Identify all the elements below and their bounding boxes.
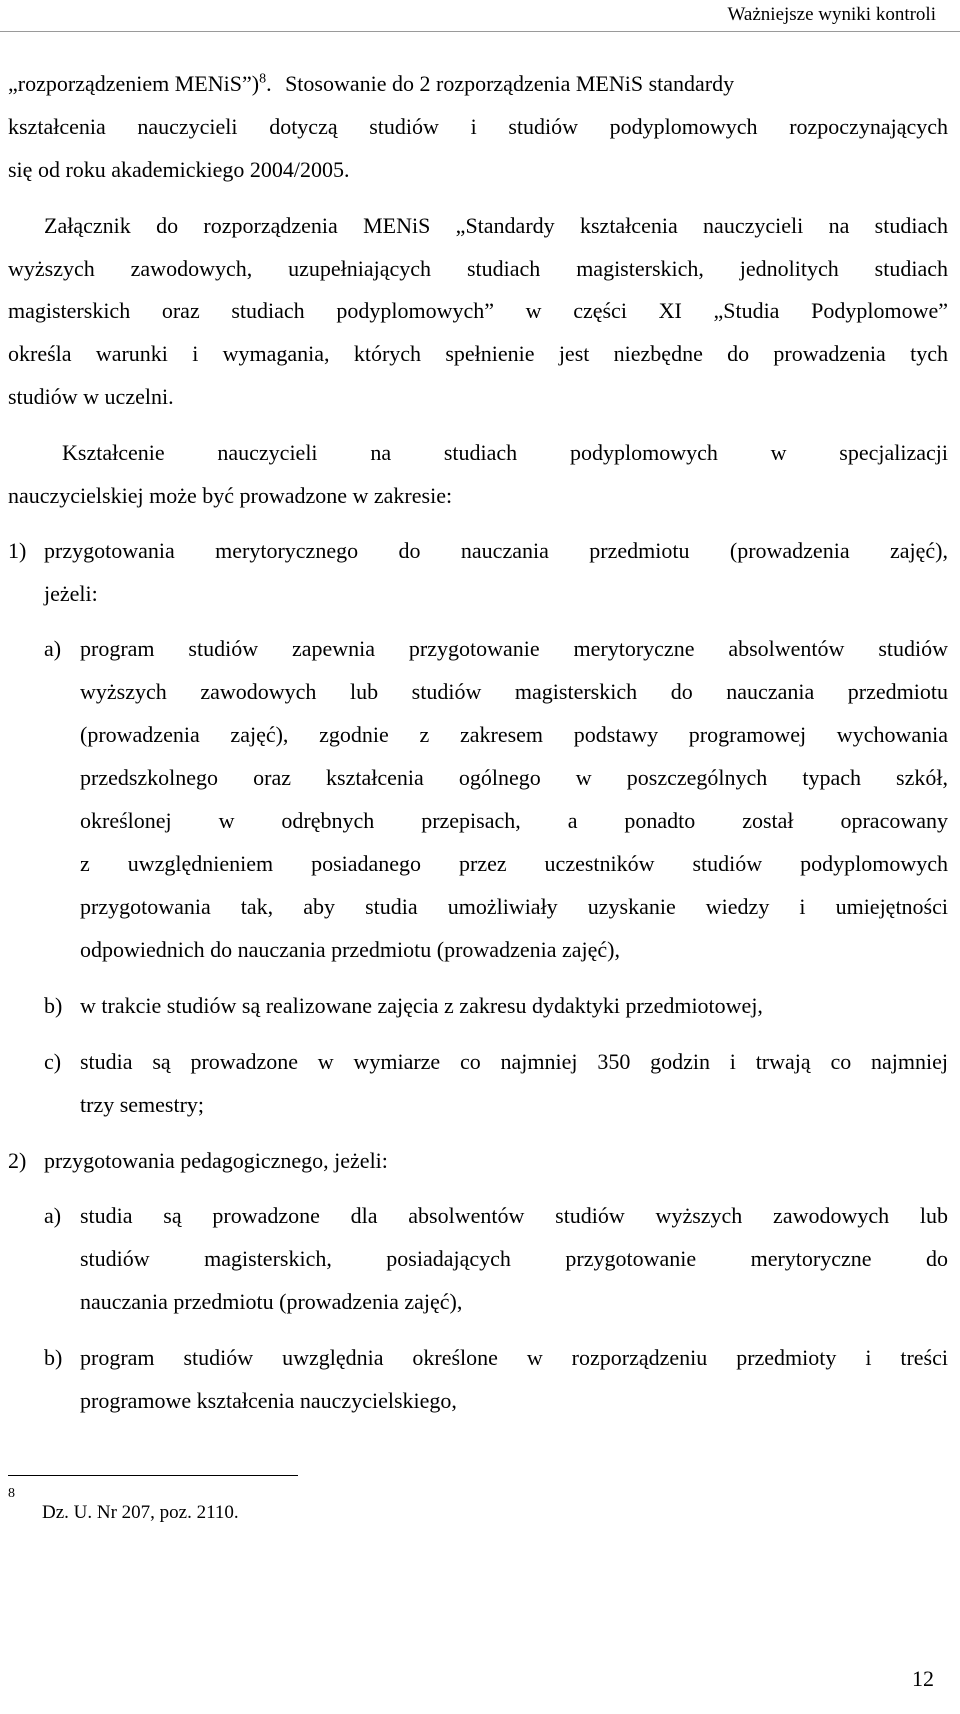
header-divider (0, 31, 960, 32)
footnote-marker: 8 (259, 71, 267, 87)
list-item-1a-line-7: przygotowania tak, aby studia umożliwiały uzyskanie wiedzy i umiejętności (80, 894, 948, 919)
list-item-2a-label: a) (44, 1203, 62, 1228)
list-item-1c-line-2: trzy semestry; (80, 1092, 205, 1117)
paragraph-3-line-1: Kształcenie nauczycieli na studiach podyplomowych w specjalizacji (62, 440, 948, 465)
list-item-2b-line-2: programowe kształcenia nauczycielskiego, (80, 1388, 457, 1413)
list-item-1b-label: b) (44, 993, 63, 1018)
paragraph-2-line-1: Załącznik do rozporządzenia MENiS „Standardy kształcenia nauczycieli na studiach (44, 213, 948, 238)
list-item-1a-line-8: odpowiednich do nauczania przedmiotu (prowadzenia zajęć), (80, 937, 620, 962)
footnote-divider (8, 1475, 298, 1476)
paragraph-2-line-4: określa warunki i wymagania, których spełnienie jest niezbędne do prowadzenia tych (8, 341, 948, 366)
list-item-1a-line-3: (prowadzenia zajęć), zgodnie z zakresem podstawy programowej wychowania (80, 722, 948, 747)
paragraph-2-line-5: studiów w uczelni. (8, 384, 174, 409)
list-item-1a-line-4: przedszkolnego oraz kształcenia ogólnego w poszczególnych typach szkół, (80, 765, 948, 790)
paragraph-1-line-2: kształcenia nauczycieli dotyczą studiów i studiów podyplomowych rozpoczynających (8, 114, 948, 139)
list-item-1-line-1: przygotowania merytorycznego do nauczania przedmiotu (prowadzenia zajęć), (44, 538, 948, 563)
list-item-1a-line-6: z uwzględnieniem posiadanego przez uczestników studiów podyplomowych (80, 851, 948, 876)
list-item-2b-line-1: program studiów uwzględnia określone w rozporządzeniu przedmioty i treści (80, 1345, 948, 1370)
footnote-number: 8 (8, 1486, 15, 1501)
list-item-2a-line-1: studia są prowadzone dla absolwentów studiów wyższych zawodowych lub (80, 1203, 948, 1228)
paragraph-1-text-b: Stosowanie do 2 rozporządzenia MENiS standardy (285, 71, 735, 96)
list-item-2a-line-3: nauczania przedmiotu (prowadzenia zajęć), (80, 1289, 463, 1314)
list-item-2a-line-2: studiów magisterskich, posiadających przygotowanie merytoryczne do (80, 1246, 948, 1271)
list-item-1b-line-1: w trakcie studiów są realizowane zajęcia z zakresu dydaktyki przedmiotowej, (80, 993, 763, 1018)
paragraph-2-line-3: magisterskich oraz studiach podyplomowych” w części XI „Studia Podyplomowe” (8, 298, 948, 323)
paragraph-1-line-1: „rozporządzeniem MENiS”)$^8$. Stosowanie do 2 rozporządzenia MENiS standardy (8, 71, 735, 96)
list-item-1c-line-1: studia są prowadzone w wymiarze co najmniej 350 godzin i trwają co najmniej (80, 1049, 948, 1074)
footnote-text: Dz. U. Nr 207, poz. 2110. (42, 1502, 239, 1523)
list-item-2-label: 2) (8, 1148, 27, 1173)
list-item-1c-label: c) (44, 1049, 62, 1074)
paragraph-1-line-3: się od roku akademickiego 2004/2005. (8, 157, 350, 182)
paragraph-2-line-2: wyższych zawodowych, uzupełniających studiach magisterskich, jednolitych studiach (8, 256, 948, 281)
list-item-2-line-1: przygotowania pedagogicznego, jeżeli: (44, 1148, 388, 1173)
list-item-2b-label: b) (44, 1345, 63, 1370)
page-number: 12 (912, 1666, 934, 1691)
paragraph-1-text-a: „rozporządzeniem MENiS”) (8, 71, 260, 96)
list-item-1-line-2: jeżeli: (44, 581, 98, 606)
list-item-1a-line-1: program studiów zapewnia przygotowanie merytoryczne absolwentów studiów (80, 636, 948, 661)
paragraph-3-line-2: nauczycielskiej może być prowadzone w zakresie: (8, 483, 453, 508)
list-item-1a-label: a) (44, 636, 62, 661)
list-item-1-label: 1) (8, 538, 27, 563)
list-item-1a-line-5: określonej w odrębnych przepisach, a ponadto został opracowany (80, 808, 948, 833)
list-item-1a-line-2: wyższych zawodowych lub studiów magisterskich do nauczania przedmiotu (80, 679, 948, 704)
running-header: Ważniejsze wyniki kontroli (727, 4, 936, 25)
